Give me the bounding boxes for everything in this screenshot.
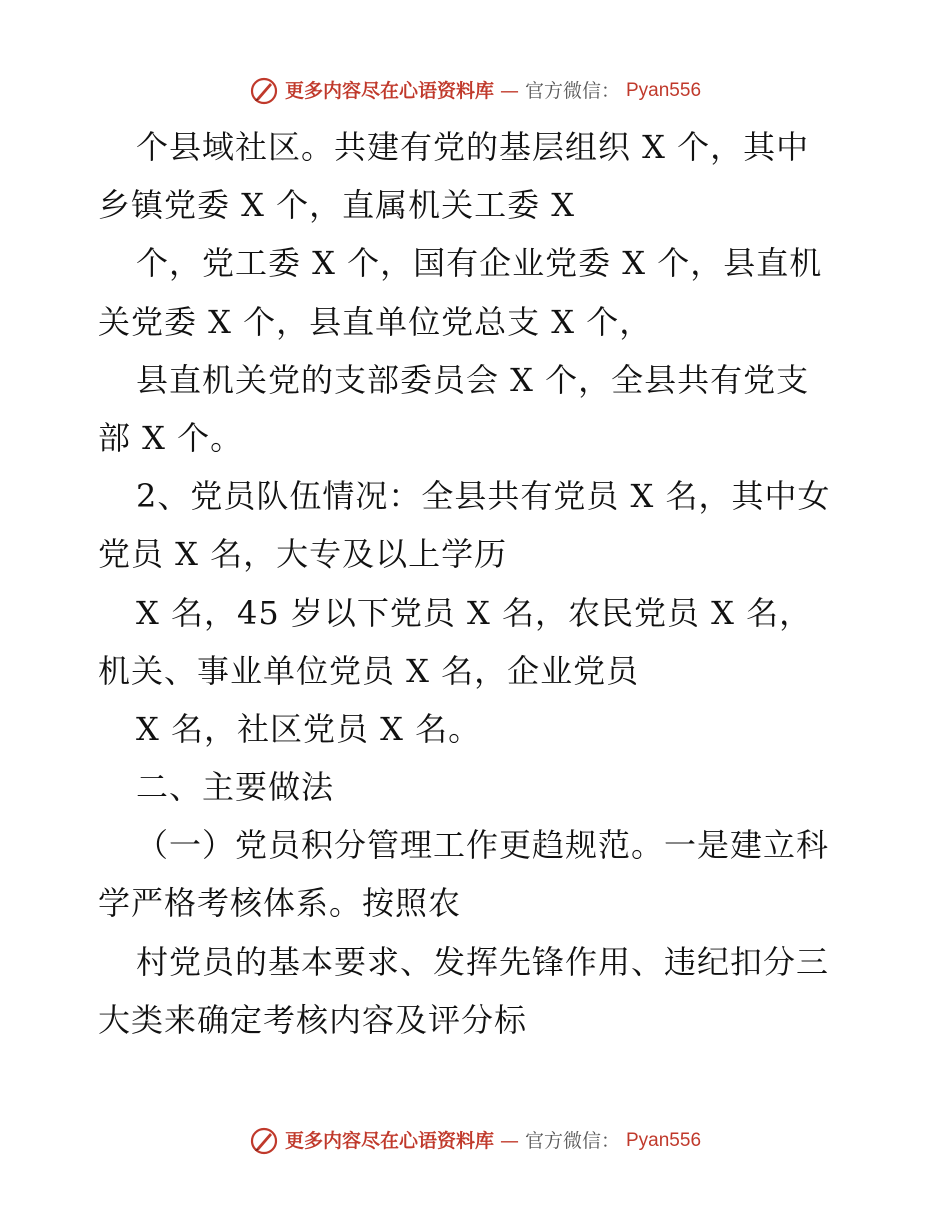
watermark-wechat-id: Pyan556 <box>626 80 702 101</box>
header-watermark <box>0 76 950 106</box>
watermark-dash: — <box>499 80 519 102</box>
body-line: X 名，社区党员 X 名。 <box>136 709 482 748</box>
watermark-dash: — <box>499 1130 519 1152</box>
body-line: 村党员的基本要求、发挥先锋作用、违纪扣分三 <box>136 942 830 981</box>
body-line: X 名，45 岁以下党员 X 名，农民党员 X 名， <box>136 593 813 632</box>
body-line: 乡镇党委 X 个，直属机关工委 X <box>98 186 576 225</box>
footer-watermark <box>0 1126 950 1156</box>
body-line: 党员 X 名，大专及以上学历 <box>98 535 508 574</box>
body-line: 2、党员队伍情况：全县共有党员 X 名，其中女 <box>136 477 831 516</box>
quill-logo-icon <box>249 76 279 106</box>
body-line: （一）党员积分管理工作更趋规范。一是建立科 <box>136 826 830 865</box>
watermark-wechat-id: Pyan556 <box>626 1130 702 1151</box>
body-line: 学严格考核体系。按照农 <box>98 884 462 923</box>
watermark-brand: 更多内容尽在心语资料库 <box>284 1130 494 1152</box>
document-body <box>98 118 858 1049</box>
body-line: 部 X 个。 <box>98 418 244 457</box>
body-line: 个，党工委 X 个，国有企业党委 X 个，县直机 <box>136 244 823 283</box>
watermark-label: 官方微信： <box>524 1130 620 1152</box>
quill-logo-icon <box>249 1126 279 1156</box>
watermark-label: 官方微信： <box>524 80 620 102</box>
body-line: 关党委 X 个，县直单位党总支 X 个， <box>98 302 653 341</box>
body-line: 个县域社区。共建有党的基层组织 X 个，其中 <box>136 128 810 166</box>
body-line: 县直机关党的支部委员会 X 个，全县共有党支 <box>136 360 810 399</box>
section-heading: 二、主要做法 <box>136 768 335 807</box>
body-line: 机关、事业单位党员 X 名，企业党员 <box>98 651 640 690</box>
watermark-brand: 更多内容尽在心语资料库 <box>284 80 494 102</box>
body-line: 大类来确定考核内容及评分标 <box>98 1000 528 1039</box>
